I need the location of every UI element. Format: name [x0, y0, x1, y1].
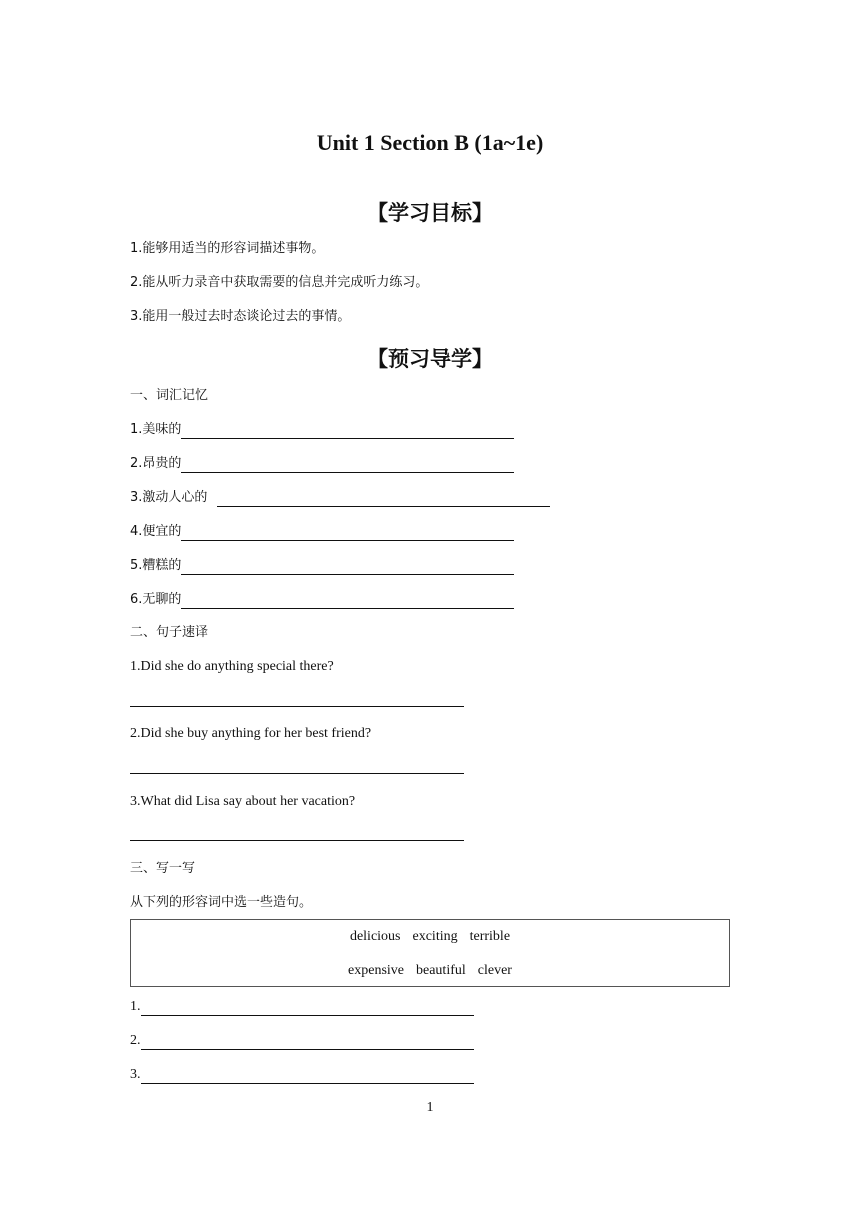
write-item-number: 2. — [130, 1033, 141, 1048]
write-item-number: 3. — [130, 1067, 141, 1082]
vocab-item — [130, 421, 514, 439]
vocab-item — [130, 489, 550, 507]
preview-heading: 【预习导学】 — [367, 347, 493, 371]
vocab-prompt: 5.糟糕的 — [130, 558, 182, 573]
word-bank-row — [131, 963, 729, 979]
answer-line[interactable] — [130, 773, 464, 774]
word-bank-word: expensive — [348, 963, 404, 978]
answer-blank[interactable] — [181, 458, 514, 473]
objectives-heading: 【学习目标】 — [367, 201, 493, 225]
word-bank-word: clever — [477, 963, 512, 978]
vocab-prompt: 4.便宜的 — [130, 524, 182, 539]
word-bank-row — [131, 929, 729, 945]
write-item — [130, 1032, 474, 1050]
vocab-prompt: 3.激动人心的 — [130, 490, 208, 505]
write-item — [130, 1066, 474, 1084]
write-item-number: 1. — [130, 999, 141, 1014]
write-instruction: 从下列的形容词中选一些造句。 — [130, 895, 313, 910]
word-bank-word: terrible — [469, 929, 511, 944]
vocab-item — [130, 523, 514, 541]
vocab-prompt: 6.无聊的 — [130, 592, 182, 607]
word-bank-word: delicious — [349, 929, 401, 944]
page-number: 1 — [426, 1100, 434, 1115]
vocab-item — [130, 455, 514, 473]
answer-blank[interactable] — [141, 1069, 474, 1084]
vocab-item — [130, 591, 514, 609]
answer-blank[interactable] — [181, 560, 514, 575]
answer-blank[interactable] — [141, 1001, 474, 1016]
answer-line[interactable] — [130, 840, 464, 841]
word-bank-box — [130, 919, 730, 987]
vocab-heading: 一、词汇记忆 — [130, 388, 209, 403]
objective-item-1: 1.能够用适当的形容词描述事物。 — [130, 241, 325, 256]
answer-blank[interactable] — [181, 594, 514, 609]
translate-sentence-1: 1.Did she do anything special there? — [130, 659, 334, 674]
answer-blank[interactable] — [181, 526, 514, 541]
vocab-item — [130, 557, 514, 575]
page-title: Unit 1 Section B (1a~1e) — [316, 130, 544, 155]
vocab-prompt: 1.美味的 — [130, 422, 182, 437]
answer-blank[interactable] — [141, 1035, 474, 1050]
objective-item-2: 2.能从听力录音中获取需要的信息并完成听力练习。 — [130, 275, 429, 290]
translate-sentence-2: 2.Did she buy anything for her best friend? — [130, 726, 372, 741]
vocab-prompt: 2.昂贵的 — [130, 456, 182, 471]
objective-item-3: 3.能用一般过去时态谈论过去的事情。 — [130, 309, 351, 324]
translate-heading: 二、句子速译 — [130, 625, 209, 640]
translate-sentence-3: 3.What did Lisa say about her vacation? — [130, 794, 356, 809]
write-item — [130, 998, 474, 1016]
answer-blank[interactable] — [217, 492, 550, 507]
answer-blank[interactable] — [181, 424, 514, 439]
word-bank-word: beautiful — [416, 963, 466, 978]
answer-line[interactable] — [130, 706, 464, 707]
word-bank-word: exciting — [412, 929, 458, 944]
write-heading: 三、写一写 — [130, 861, 196, 876]
